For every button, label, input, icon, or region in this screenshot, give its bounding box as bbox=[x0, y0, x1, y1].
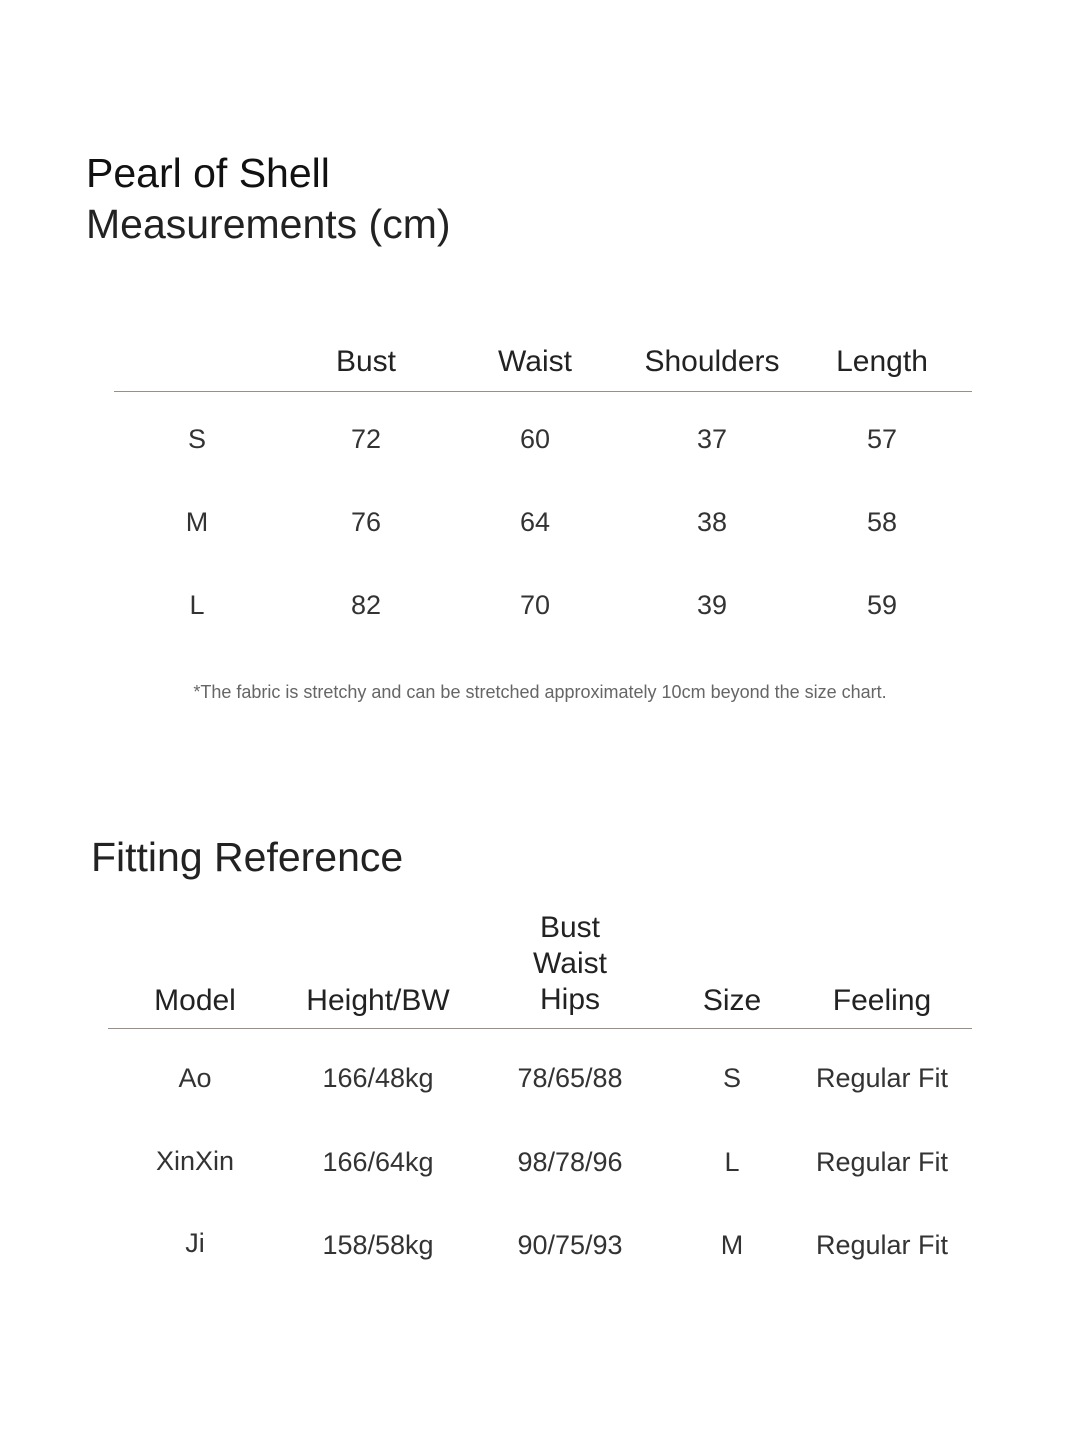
size-table-divider bbox=[114, 391, 972, 392]
col-header-bust: Bust bbox=[539, 911, 601, 944]
bust-value: 76 bbox=[350, 507, 382, 537]
col-header-waist: Waist bbox=[533, 947, 607, 980]
col-header-height-bw: Height/BW bbox=[306, 984, 450, 1017]
model-name: XinXin bbox=[155, 1146, 235, 1176]
size-label: L bbox=[189, 590, 205, 620]
col-header-hips: Hips bbox=[539, 983, 601, 1016]
fitting-reference-title: Fitting Reference bbox=[91, 834, 404, 880]
measurements-heading: Measurements (cm) bbox=[86, 201, 451, 248]
size-value: L bbox=[724, 1147, 740, 1177]
fitting-table-divider bbox=[108, 1028, 972, 1029]
bust-waist-hips-value: 78/65/88 bbox=[517, 1063, 623, 1093]
shoulders-value: 38 bbox=[696, 507, 728, 537]
bust-value: 82 bbox=[350, 590, 382, 620]
height-bw-value: 166/48kg bbox=[322, 1063, 434, 1093]
waist-value: 70 bbox=[519, 590, 551, 620]
waist-value: 60 bbox=[519, 424, 551, 454]
height-bw-value: 166/64kg bbox=[322, 1147, 434, 1177]
size-value: M bbox=[720, 1230, 744, 1260]
col-header-feeling: Feeling bbox=[832, 984, 932, 1017]
waist-value: 64 bbox=[519, 507, 551, 537]
model-name: Ji bbox=[185, 1228, 205, 1258]
fabric-note: *The fabric is stretchy and can be stretched approximately 10cm beyond the size chart. bbox=[193, 682, 887, 702]
length-value: 58 bbox=[866, 507, 898, 537]
col-header-waist: Waist bbox=[498, 345, 572, 378]
bust-waist-hips-value: 90/75/93 bbox=[517, 1230, 623, 1260]
length-value: 57 bbox=[866, 424, 898, 454]
size-label: S bbox=[187, 424, 207, 454]
col-header-size: Size bbox=[702, 984, 762, 1017]
length-value: 59 bbox=[866, 590, 898, 620]
model-name: Ao bbox=[178, 1063, 212, 1093]
product-name: Pearl of Shell bbox=[86, 150, 330, 196]
col-header-model: Model bbox=[154, 984, 236, 1017]
shoulders-value: 37 bbox=[696, 424, 728, 454]
page-title bbox=[86, 150, 451, 248]
feeling-value: Regular Fit bbox=[815, 1230, 949, 1260]
bust-waist-hips-value: 98/78/96 bbox=[517, 1147, 623, 1177]
bust-value: 72 bbox=[350, 424, 382, 454]
col-header-bust-waist-hips bbox=[533, 910, 607, 1018]
shoulders-value: 39 bbox=[696, 590, 728, 620]
col-header-length: Length bbox=[836, 345, 928, 378]
size-label: M bbox=[185, 507, 209, 537]
col-header-bust: Bust bbox=[335, 345, 397, 378]
col-header-shoulders: Shoulders bbox=[644, 345, 780, 378]
feeling-value: Regular Fit bbox=[815, 1147, 949, 1177]
size-value: S bbox=[722, 1063, 742, 1093]
height-bw-value: 158/58kg bbox=[322, 1230, 434, 1260]
feeling-value: Regular Fit bbox=[815, 1063, 949, 1093]
